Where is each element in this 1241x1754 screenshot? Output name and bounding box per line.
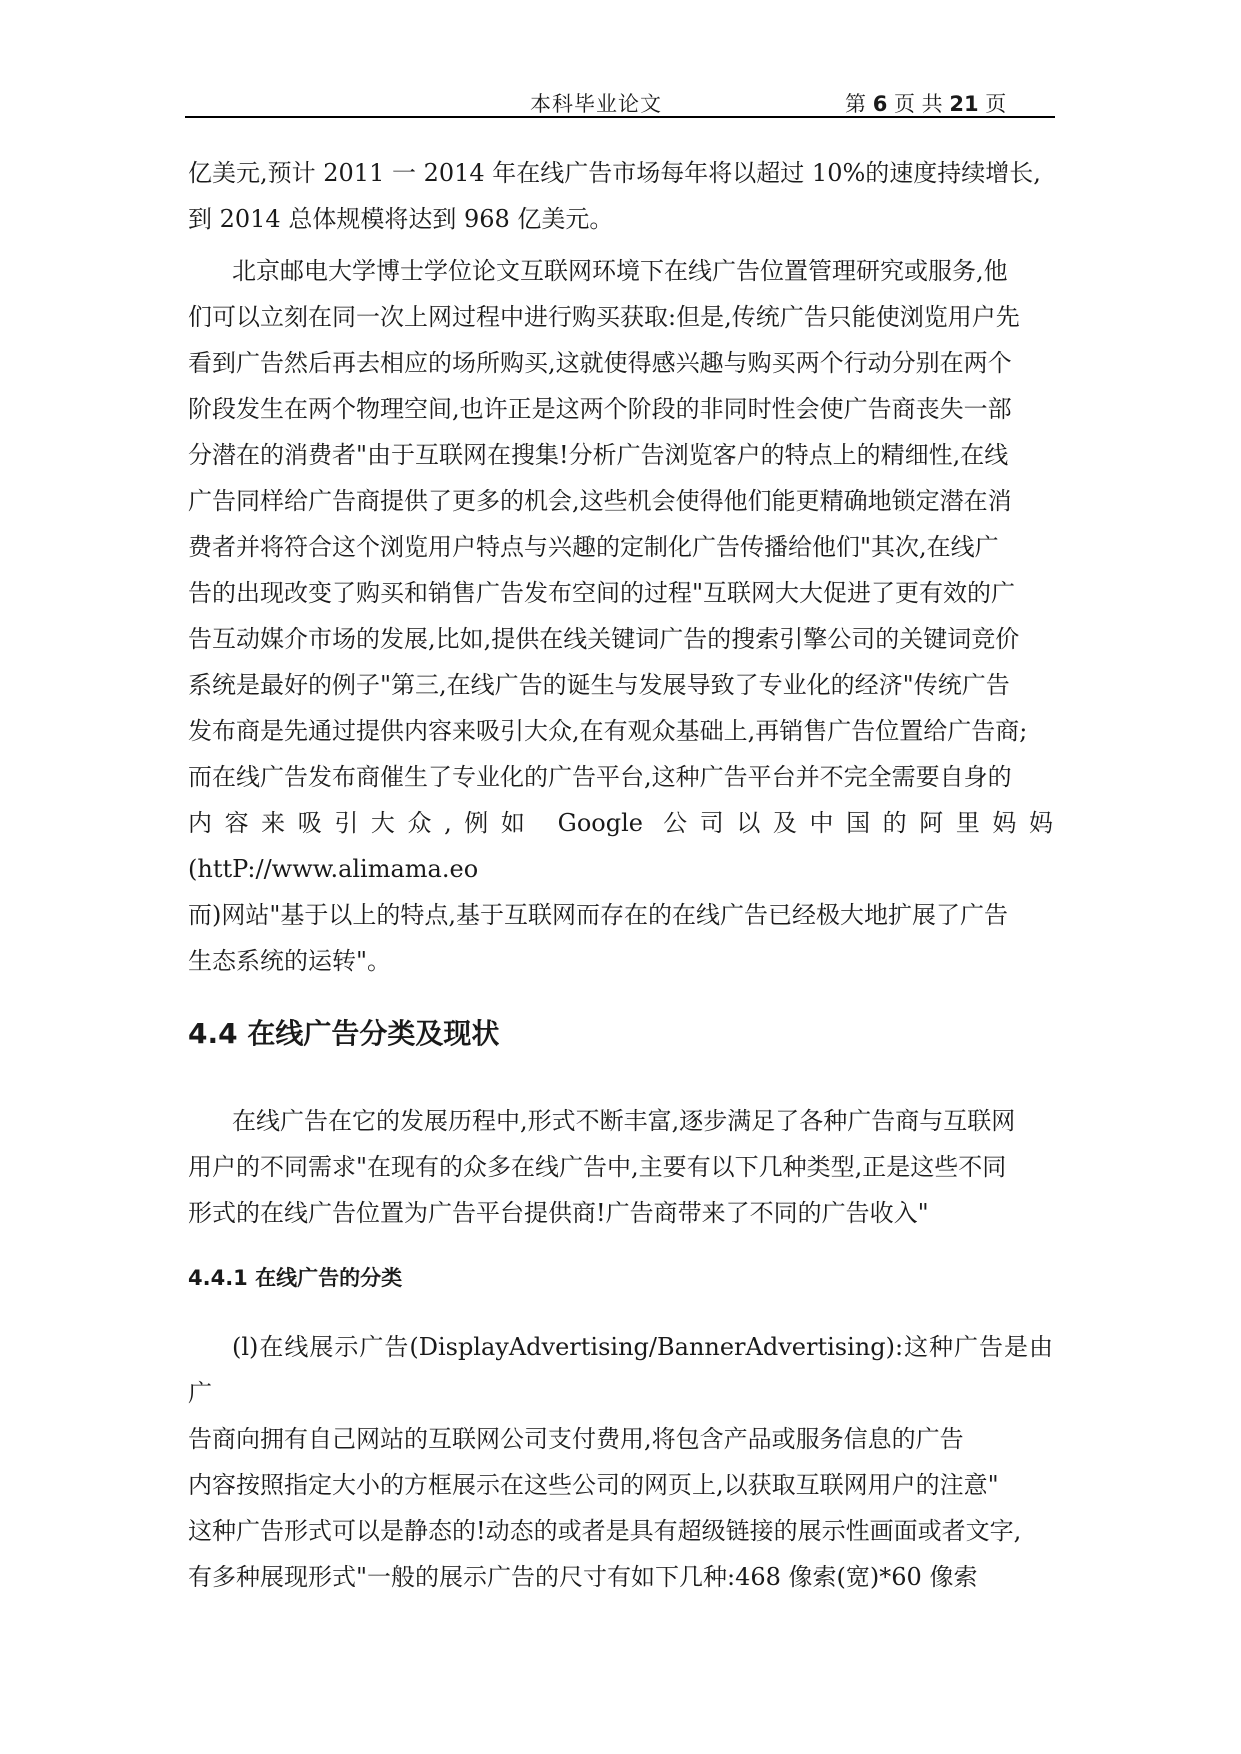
- page-total: 21: [949, 92, 979, 116]
- page-header: [185, 84, 1055, 118]
- body-text-bottom: [188, 1324, 1053, 1600]
- page-number: 6: [872, 92, 888, 116]
- line: 告商向拥有自己网站的互联网公司支付费用,将包含产品或服务信息的广告: [188, 1425, 964, 1453]
- line: 而)网站"基于以上的特点,基于互联网而存在的在线广告已经极大地扩展了广告: [188, 901, 1009, 929]
- section-heading-4-4: 4.4 在线广告分类及现状: [188, 1017, 500, 1050]
- body-text-middle: [188, 1098, 1053, 1236]
- line: 发布商是先通过提供内容来吸引大众,在有观众基础上,再销售广告位置给广告商;: [188, 717, 1028, 745]
- line: (l)在线展示广告(DisplayAdvertising/BannerAdvertising):这种广告是由广: [188, 1333, 1053, 1407]
- line: 广告同样给广告商提供了更多的机会,这些机会使得他们能更精确地锁定潜在消: [188, 487, 1012, 515]
- line: 有多种展现形式"一般的展示广告的尺寸有如下几种:468 像索(宽)*60 像索: [188, 1563, 978, 1591]
- line: 北京邮电大学博士学位论文互联网环境下在线广告位置管理研究或服务,他: [232, 257, 1008, 285]
- page-suffix: 页: [978, 92, 1007, 116]
- paragraph-3: [188, 1098, 1053, 1236]
- paragraph-2: [188, 248, 1053, 984]
- page-mid: 页 共: [887, 92, 950, 116]
- line: 亿美元,预计 2011 一 2014 年在线广告市场每年将以超过 10%的速度持续增长,: [188, 159, 1041, 187]
- page-number-indicator: [845, 88, 1006, 118]
- line: 用户的不同需求"在现有的众多在线广告中,主要有以下几种类型,正是这些不同: [188, 1153, 1007, 1181]
- line: 到 2014 总体规模将达到 968 亿美元。: [188, 205, 614, 233]
- subsection-heading-4-4-1: 4.4.1 在线广告的分类: [188, 1266, 403, 1290]
- line: 而在线广告发布商催生了专业化的广告平台,这种广告平台并不完全需要自身的: [188, 763, 1012, 791]
- paragraph-1: [188, 150, 1053, 242]
- body-text-top: [188, 150, 1053, 984]
- line: 告的出现改变了购买和销售广告发布空间的过程"互联网大大促进了更有效的广: [188, 579, 1016, 607]
- line: 看到广告然后再去相应的场所购买,这就使得感兴趣与购买两个行动分别在两个: [188, 349, 1012, 377]
- line: 告互动媒介市场的发展,比如,提供在线关键词广告的搜索引擎公司的关键词竞价: [188, 625, 1020, 653]
- line: 这种广告形式可以是静态的!动态的或者是具有超级链接的展示性画面或者文字,: [188, 1517, 1022, 1545]
- line: 分潜在的消费者"由于互联网在搜集!分析广告浏览客户的特点上的精细性,在线: [188, 441, 1009, 469]
- line: 内容按照指定大小的方框展示在这些公司的网页上,以获取互联网用户的注意": [188, 1471, 999, 1499]
- line: 内容来吸引大众,例如 Google 公司以及中国的阿里妈妈(httP://www.alimama.eo: [188, 809, 1053, 883]
- line: 形式的在线广告位置为广告平台提供商!广告商带来了不同的广告收入": [188, 1199, 929, 1227]
- line: 生态系统的运转"。: [188, 947, 392, 975]
- paragraph-4: [188, 1324, 1053, 1600]
- line: 阶段发生在两个物理空间,也许正是这两个阶段的非同时性会使广告商丧失一部: [188, 395, 1012, 423]
- header-title: 本科毕业论文: [530, 92, 662, 116]
- line: 费者并将符合这个浏览用户特点与兴趣的定制化广告传播给他们"其次,在线广: [188, 533, 999, 561]
- line: 们可以立刻在同一次上网过程中进行购买获取:但是,传统广告只能使浏览用户先: [188, 303, 1020, 331]
- page-prefix: 第: [845, 92, 873, 116]
- line: 系统是最好的例子"第三,在线广告的诞生与发展导致了专业化的经济"传统广告: [188, 671, 1010, 699]
- line: 在线广告在它的发展历程中,形式不断丰富,逐步满足了各种广告商与互联网: [232, 1107, 1016, 1135]
